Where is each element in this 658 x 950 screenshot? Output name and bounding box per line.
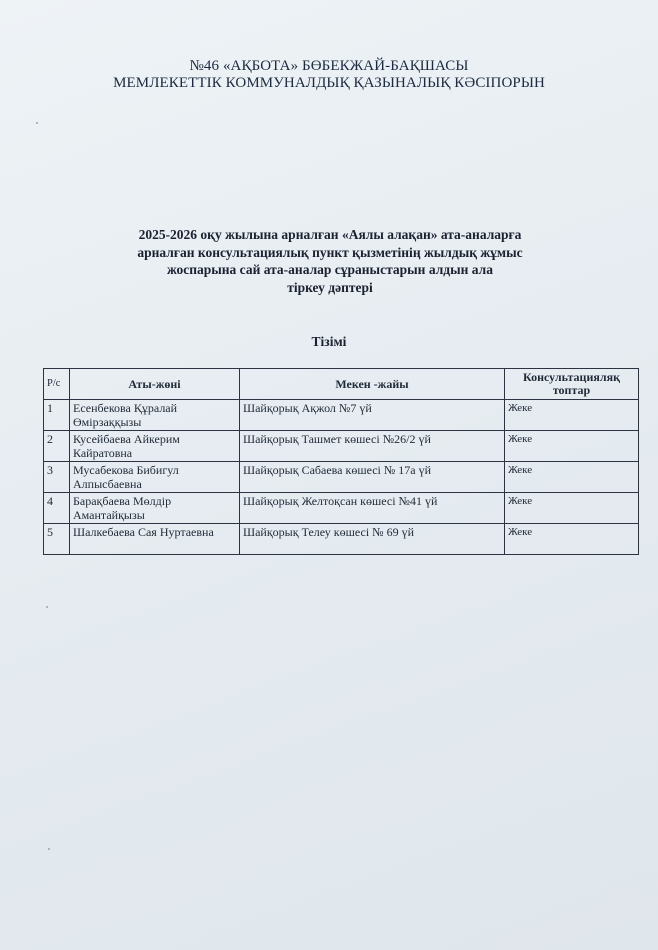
row-address: Шайқорық Желтоқсан көшесі №41 үй [240,493,505,524]
row-number: 2 [44,431,70,462]
organization-header [0,58,658,92]
row-name: Есенбекова Құралай Өмірзаққызы [70,400,240,431]
table-row [44,400,639,431]
organization-type: МЕМЛЕКЕТТІК КОММУНАЛДЫҚ ҚАЗЫНАЛЫҚ КӘСІПОРЫН [113,75,545,91]
row-number: 3 [44,462,70,493]
document-title-line: тіркеу дәптері [287,279,373,295]
document-title-line: арналған консультациялық пункт қызметінің жылдық жұмыс [137,244,523,260]
paper-speck [46,606,48,608]
header-address: Мекен -жайы [240,369,505,400]
row-name: Шалкебаева Сая Нуртаевна [70,524,240,555]
row-consultation: Жеке [505,493,639,524]
paper-speck [48,848,50,850]
header-name: Аты-жөні [70,369,240,400]
table-row [44,493,639,524]
row-number: 4 [44,493,70,524]
row-address: Шайқорық Телеу көшесі № 69 үй [240,524,505,555]
header-number: Р/с [44,369,70,400]
row-address: Шайқорық Ташмет көшесі №26/2 үй [240,431,505,462]
row-consultation: Жеке [505,462,639,493]
document-title-line: 2025-2026 оқу жылына арналған «Аялы алақан» ата-аналарға [138,227,522,242]
document-title [60,226,600,296]
row-number: 1 [44,400,70,431]
row-name: Мусабекова Бибигул Алпысбаевна [70,462,240,493]
row-number: 5 [44,524,70,555]
paper-speck [36,122,38,124]
registration-table [43,368,639,555]
document-title-line: жоспарына сай ата-аналар сұраныстарын алдын ала [167,262,493,277]
table-row [44,431,639,462]
table-row [44,462,639,493]
row-name: Кусейбаева Айкерим Кайратовна [70,431,240,462]
row-address: Шайқорық Ақжол №7 үй [240,400,505,431]
row-consultation: Жеке [505,400,639,431]
row-consultation: Жеке [505,431,639,462]
row-address: Шайқорық Сабаева көшесі № 17а үй [240,462,505,493]
list-title: Тізімі [311,334,347,349]
row-name: Барақбаева Мөлдір Амантайқызы [70,493,240,524]
table-header-row [44,369,639,400]
table-row [44,524,639,555]
organization-name: №46 «АҚБОТА» БӨБЕКЖАЙ-БАҚШАСЫ [189,58,469,74]
row-consultation: Жеке [505,524,639,555]
header-consultation: Консультацияляқ топтар [505,369,639,400]
